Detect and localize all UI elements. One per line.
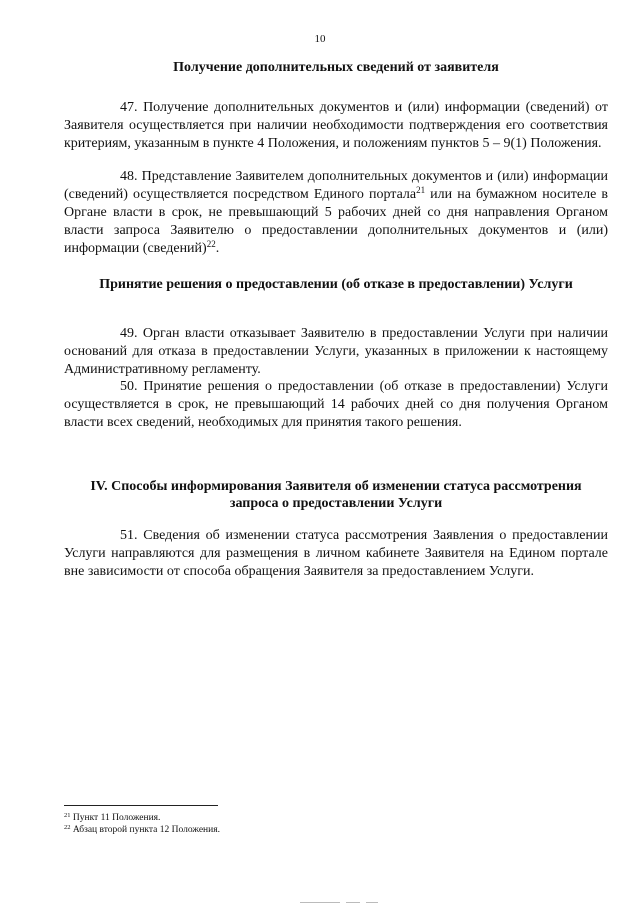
footnote-21-number: 21 — [64, 812, 71, 819]
paragraph-48-text: 48. Представление Заявителем дополнительных документов и (или) информации (сведений) осуществляется посредством Единого портала — [64, 169, 608, 202]
paragraph-50: 50. Принятие решения о предоставлении (об отказе в предоставлении) Услуги осуществляется в срок, не превышающий 14 рабочих дней со дня получения Органом власти всех сведений, необходимых для принятия такого решения. — [64, 379, 608, 430]
scan-edge-mark — [366, 902, 378, 903]
footnote-ref-22: 22 — [206, 239, 216, 249]
section-heading-additional-info: Получение дополнительных сведений от заявителя — [173, 60, 499, 75]
paragraph-48 — [64, 168, 608, 258]
paragraph-48-text-continued: или на бумажном носителе в Органе власти в срок, не превышающий 5 рабочих дней со дня направления Органом власти запроса Заявителю о предоставлении дополнительных документов и (или) информации (сведений) — [64, 187, 608, 256]
page-number: 10 — [314, 33, 326, 45]
section-heading-status-info-line1: IV. Способы информирования Заявителя об изменении статуса рассмотрения — [90, 479, 582, 494]
footnote-21 — [64, 813, 160, 824]
scan-edge-mark — [346, 902, 360, 903]
footnote-21-text: Пункт 11 Положения. — [70, 813, 161, 823]
paragraph-51: 51. Сведения об изменении статуса рассмотрения Заявления о предоставлении Услуги направляются для размещения в личном кабинете Заявителя на Едином портале вне зависимости от способа обращения Заявителя за предоставлением Услуги. — [64, 528, 608, 579]
section-heading-decision: Принятие решения о предоставлении (об отказе в предоставлении) Услуги — [99, 277, 573, 292]
footnote-ref-21: 21 — [416, 185, 426, 195]
footnote-22-text: Абзац второй пункта 12 Положения. — [70, 825, 220, 835]
footnote-separator — [64, 805, 218, 806]
paragraph-49: 49. Орган власти отказывает Заявителю в предоставлении Услуги при наличии оснований для отказа в предоставлении Услуги, указанных в приложении к настоящему Административному регламенту. — [64, 326, 608, 377]
footnote-22-number: 22 — [64, 824, 71, 831]
scan-edge-mark — [300, 902, 340, 903]
section-heading-status-info — [64, 478, 608, 512]
paragraph-48-end: . — [215, 241, 220, 256]
section-heading-status-info-line2: запроса о предоставлении Услуги — [229, 496, 443, 511]
footnote-22 — [64, 825, 220, 836]
paragraph-47: 47. Получение дополнительных документов и (или) информации (сведений) от Заявителя осуществляется при наличии необходимости подтверждения его соответствия критериям, указанным в пункте 4 Положения, и положениям пунктов 5 – 9(1) Положения. — [64, 100, 608, 151]
